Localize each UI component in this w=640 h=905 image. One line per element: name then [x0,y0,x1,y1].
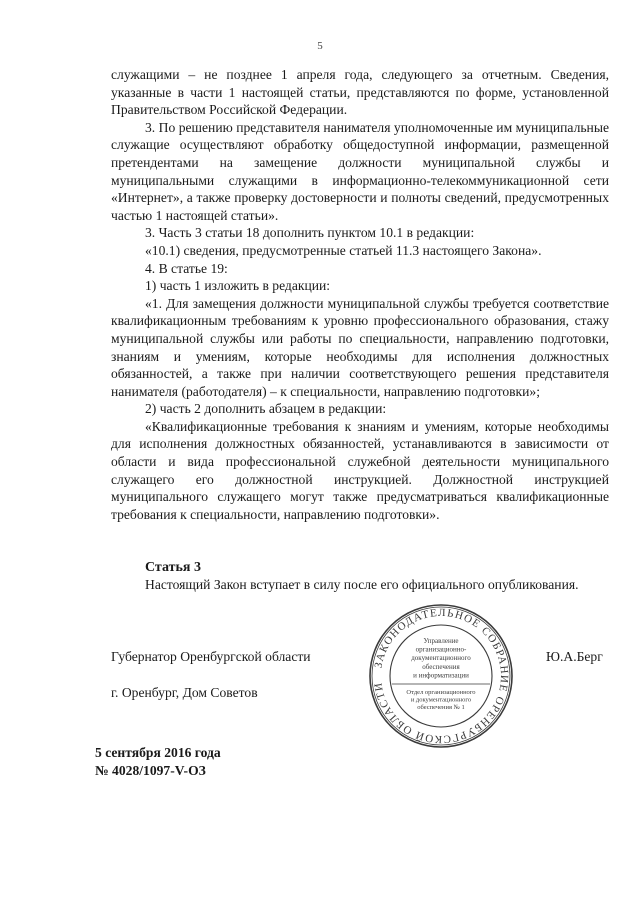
seal-upper-line: организационно- [415,645,467,654]
paragraph: 1) часть 1 изложить в редакции: [145,278,331,294]
signatory-position: Губернатор Оренбургской области [111,649,311,664]
document-number: № 4028/1097-V-ОЗ [95,763,206,778]
seal-lower-line: обеспечения № 1 [417,704,465,712]
seal-ring-text: ЗАКОНОДАТЕЛЬНОЕ СОБРАНИЕ ОРЕНБУРГСКОЙ ОБЛАСТИ [372,606,511,746]
seal-lower-line: и документационного [410,696,472,704]
paragraph: 3. По решению представителя нанимателя уполномоченные им муниципальные служащие осуществляют обработку общедоступной информации, размещенной претендентами на замещение должности муниципальной службы и муниципальными служащими в информационно-телекоммуникационной сети «Интернет», а также проверку достоверности и полноты сведений, предусмотренных частью 1 настоящей статьи». [111,119,609,223]
paragraph: «10.1) сведения, предусмотренные статьей 11.3 настоящего Закона». [145,242,542,258]
seal-lower-line: Отдел организационного [406,689,476,696]
document-date: 5 сентября 2016 года [95,745,221,760]
seal-upper-line: и информатизации [413,671,469,680]
article-text: Настоящий Закон вступает в силу после его официального опубликования. [145,577,579,592]
body-text [111,66,609,523]
signing-place: г. Оренбург, Дом Советов [111,685,258,700]
article-heading: Статья 3 [145,560,201,575]
paragraph: 3. Часть 3 статьи 18 дополнить пунктом 10.1 в редакции: [145,225,475,241]
paragraph: 2) часть 2 дополнить абзацем в редакции: [145,401,387,417]
paragraph: 4. В статье 19: [145,260,228,276]
signatory-name: Ю.А.Берг [546,649,603,664]
paragraph: служащими – не позднее 1 апреля года, следующего за отчетным. Сведения, указанные в части 1 настоящей статьи, представляются по форме, установленной Правительством Российской Федерации. [111,67,609,118]
seal-graphic [368,603,514,749]
official-seal [368,603,514,749]
paragraph: «Квалификационные требования к знаниям и умениям, которые необходимы для исполнения должностных обязанностей, устанавливаются в зависимости от области и вида профессиональной служебной деятельности муниципального служащего его должностной инструкцией. Должностной инструкцией муниципального служащего могут также предусматриваться квалификационные требования к специальности, направлению подготовки». [111,418,609,522]
paragraph: «1. Для замещения должности муниципальной службы требуется соответствие квалификационным требованиям к уровню профессионального образования, стажу муниципальной службы или работы по специальности, направлению подготовки, знаниям и умениям, которые необходимы для исполнения должностных обязанностей, а также при наличии соответствующего решения представителя нанимателя (работодателя) – к специальности, направлению подготовки»; [111,295,609,399]
page-number: 5 [317,40,323,52]
seal-upper-line: документационного [411,654,471,663]
seal-upper-line: Управление [423,637,459,645]
seal-upper-line: обеспечения [422,662,460,671]
